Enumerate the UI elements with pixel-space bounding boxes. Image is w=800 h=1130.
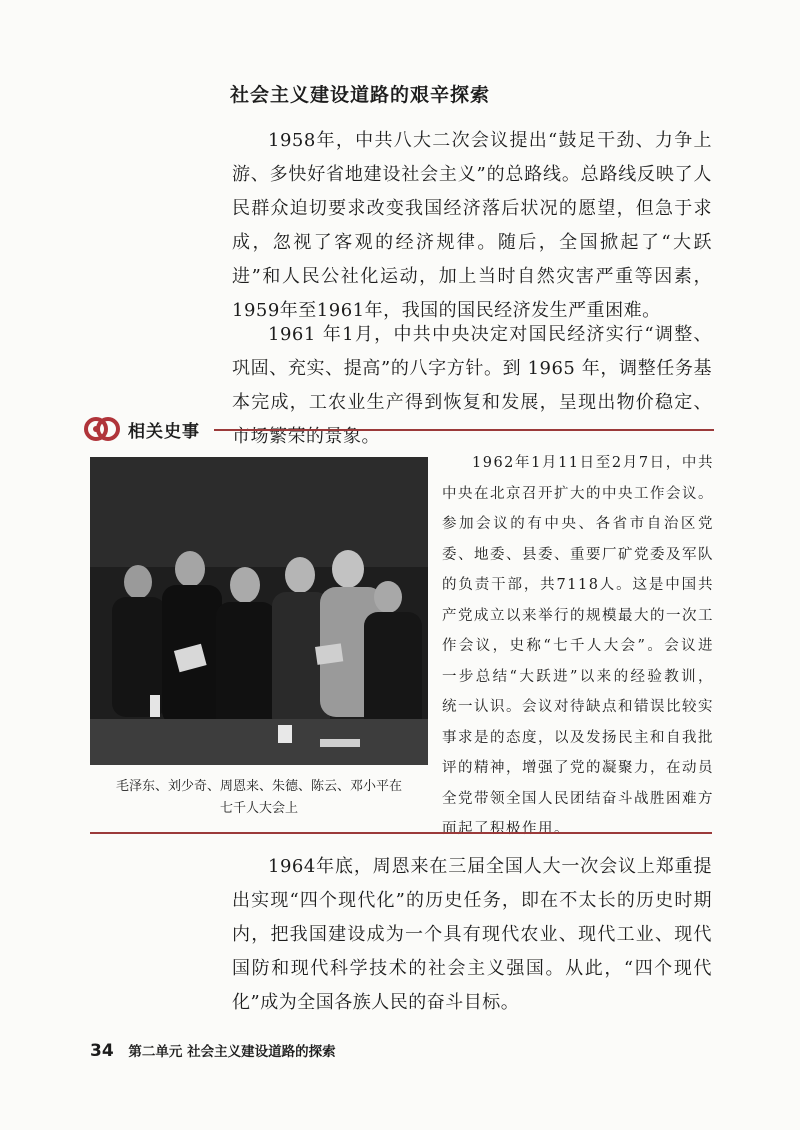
page-footer (90, 1040, 336, 1061)
related-history-label: 相关史事 (128, 422, 200, 442)
caption-line-1: 毛泽东、刘少奇、周恩来、朱德、陈云、邓小平在 (115, 779, 402, 794)
related-history-header (84, 412, 714, 446)
page-number: 34 (90, 1041, 114, 1061)
header-divider (214, 429, 714, 431)
paragraph-general-line: 1958年，中共八大二次会议提出“鼓足干劲、力争上游、多快好省地建设社会主义”的总路线。总路线反映了人民群众迫切要求改变我国经济落后状况的愿望，但急于求成，忽视了客观的经济规律。随后，全国掀起了“大跃进”和人民公社化运动，加上当时自然灾害严重等因素，1959年至1961年，我国的国民经济发生严重困难。 (232, 130, 712, 321)
unit-name: 第二单元 (128, 1044, 183, 1060)
caption-line-2: 七千人大会上 (219, 801, 298, 816)
history-swirl-icon (84, 412, 120, 446)
paragraph-adjustment-policy: 1961 年1月，中共中央决定对国民经济实行“调整、巩固、充实、提高”的八字方针。到 1965 年，调整任务基本完成，工农业生产得到恢复和发展，呈现出物价稳定、市场繁荣的景象。 (232, 324, 712, 447)
box-bottom-divider (90, 832, 712, 834)
photo-caption (90, 776, 428, 820)
unit-title: 社会主义建设道路的探索 (187, 1044, 336, 1060)
section-title: 社会主义建设道路的艰辛探索 (230, 84, 491, 106)
historical-photo (90, 457, 428, 765)
related-history-text: 1962年1月11日至2月7日，中共中央在北京召开扩大的中央工作会议。参加会议的有中央、各省市自治区党委、地委、县委、重要厂矿党委及军队的负责干部，共7118人。这是中国共产党成立以来举行的规模最大的一次工作会议，史称“七千人大会”。会议进一步总结“大跃进”以来的经验教训，统一认识。会议对待缺点和错误比较实事求是的态度，以及发扬民主和自我批评的精神，增强了党的凝聚力，在动员全党带领全国人民团结奋斗战胜困难方面起了积极作用。 (442, 455, 714, 837)
paragraph-four-modernizations: 1964年底，周恩来在三届全国人大一次会议上郑重提出实现“四个现代化”的历史任务，即在不太长的历史时期内，把我国建设成为一个具有现代农业、现代工业、现代国防和现代科学技术的社会主义强国。从此，“四个现代化”成为全国各族人民的奋斗目标。 (232, 856, 712, 1013)
